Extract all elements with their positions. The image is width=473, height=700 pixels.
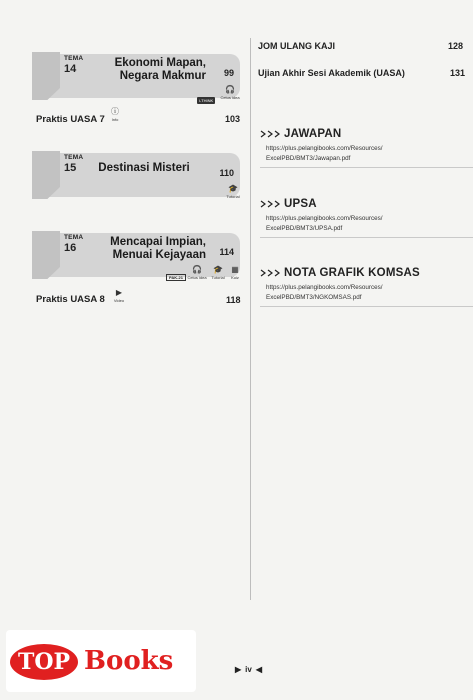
tutorial-caption: Tutorial bbox=[226, 194, 240, 199]
kuiz-button[interactable] bbox=[228, 266, 242, 280]
upsa-section bbox=[260, 198, 473, 238]
video-icon: ▶ bbox=[115, 288, 123, 297]
praktis-8-page: 118 bbox=[226, 295, 241, 305]
tema-label: TEMA bbox=[64, 55, 84, 62]
arrow-icon bbox=[260, 130, 281, 138]
page-number bbox=[235, 665, 262, 674]
triangle-left-icon: ◀ bbox=[255, 665, 262, 674]
video-button[interactable] bbox=[112, 289, 126, 303]
tutorial-button[interactable] bbox=[223, 185, 243, 199]
info-button[interactable] bbox=[108, 108, 122, 122]
nota-link-line1[interactable]: https://plus.pelangibooks.com/Resources/ bbox=[266, 284, 383, 291]
kuiz-caption: Kuiz bbox=[231, 275, 239, 280]
cetus-idea-button[interactable] bbox=[186, 266, 208, 280]
jawapan-link-line2[interactable]: ExcelPBD/BMT3/Jawapan.pdf bbox=[266, 154, 351, 162]
headphones-icon: 🎧 bbox=[192, 265, 202, 274]
jawapan-title: JAWAPAN bbox=[284, 128, 342, 140]
tutorial-button[interactable] bbox=[209, 266, 227, 280]
ujian-akhir-sesi[interactable]: Ujian Akhir Sesi Akademik (UASA) bbox=[258, 68, 405, 78]
tutorial-caption: Tutorial bbox=[211, 275, 225, 280]
page-number-text: iv bbox=[245, 665, 252, 674]
info-icon: ⓘ bbox=[111, 107, 119, 116]
column-divider bbox=[250, 38, 251, 600]
jawapan-section bbox=[260, 128, 473, 168]
tema-title: Destinasi Misteri bbox=[98, 162, 190, 174]
tutorial-icon: 🎓 bbox=[228, 184, 238, 193]
tutorial-icon: 🎓 bbox=[213, 265, 223, 274]
upsa-link-line2[interactable]: ExcelPBD/BMT3/UPSA.pdf bbox=[266, 224, 343, 232]
tema-title: Ekonomi Mapan, Negara Makmur bbox=[114, 57, 206, 82]
tema-label: TEMA bbox=[64, 234, 84, 241]
tema-tab bbox=[32, 231, 60, 279]
upsa-link-line1[interactable]: https://plus.pelangibooks.com/Resources/ bbox=[266, 215, 383, 222]
cetus-idea-button[interactable] bbox=[216, 86, 244, 100]
arrow-icon bbox=[260, 200, 281, 208]
triangle-right-icon: ▶ bbox=[235, 665, 242, 674]
headphones-icon: 🎧 bbox=[225, 85, 235, 94]
praktis-uasa-8[interactable]: Praktis UASA 8 bbox=[36, 294, 105, 305]
upsa-title: UPSA bbox=[284, 198, 317, 210]
cetus-idea-caption: Cetus idea bbox=[187, 275, 207, 280]
tema-label: TEMA bbox=[64, 154, 84, 161]
ujian-page: 131 bbox=[450, 68, 466, 78]
jom-ulang-kaji-page: 128 bbox=[448, 41, 464, 51]
tema-14-banner[interactable] bbox=[34, 54, 240, 98]
tema-tab bbox=[32, 52, 60, 100]
logo-top: TOP bbox=[10, 644, 78, 680]
tema-number: 15 bbox=[64, 162, 77, 174]
kuiz-icon: ▦ bbox=[231, 265, 239, 274]
nota-grafik-title: NOTA GRAFIK KOMSAS bbox=[284, 267, 420, 279]
praktis-7-page: 103 bbox=[225, 114, 241, 124]
video-caption: Video bbox=[113, 298, 125, 303]
tema-number: 14 bbox=[64, 63, 77, 75]
arrow-icon bbox=[260, 269, 281, 277]
tema-tab bbox=[32, 151, 60, 199]
info-caption: Info bbox=[111, 117, 119, 122]
ithink-badge: i-THINK bbox=[199, 98, 214, 103]
nota-grafik-section bbox=[260, 267, 473, 307]
tema-title: Mencapai Impian, Menuai Kejayaan bbox=[110, 236, 206, 261]
jawapan-link-line1[interactable]: https://plus.pelangibooks.com/Resources/ bbox=[266, 145, 383, 152]
topbooks-logo bbox=[6, 630, 196, 692]
tema-page: 114 bbox=[219, 247, 234, 257]
tema-number: 16 bbox=[64, 242, 77, 254]
jom-ulang-kaji[interactable]: JOM ULANG KAJI bbox=[258, 41, 336, 51]
nota-link-line2[interactable]: ExcelPBD/BMT3/NGKOMSAS.pdf bbox=[266, 293, 362, 301]
pak21-badge: PAK-21 bbox=[166, 274, 186, 281]
tema-page: 110 bbox=[219, 168, 234, 178]
logo-books: Books bbox=[84, 646, 174, 676]
tema-page: 99 bbox=[223, 68, 234, 78]
cetus-idea-caption: Cetus idea bbox=[220, 95, 240, 100]
tema-15-banner[interactable] bbox=[34, 153, 240, 197]
praktis-uasa-7[interactable]: Praktis UASA 7 bbox=[36, 114, 105, 125]
